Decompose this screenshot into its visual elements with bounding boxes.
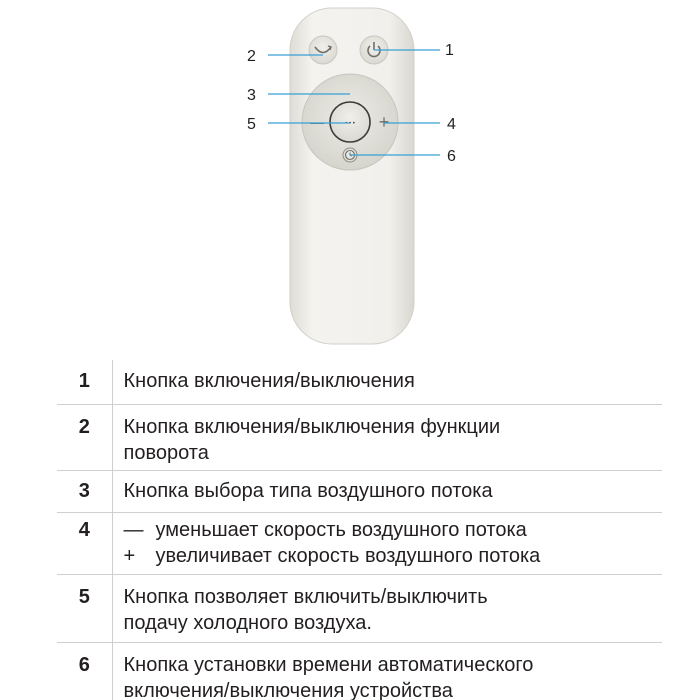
remote-body xyxy=(290,8,414,344)
plus-symbol: + xyxy=(123,544,136,567)
legend-row xyxy=(57,404,662,470)
legend-row xyxy=(57,470,662,512)
callout-number-3: 3 xyxy=(247,87,256,104)
legend-description xyxy=(112,404,662,470)
callout-number-4: 4 xyxy=(447,116,456,133)
legend-text: увеличивает скорость воздушного потока xyxy=(155,544,541,567)
legend-text: включения/выключения устройства xyxy=(123,679,453,700)
legend-text: поворота xyxy=(123,441,209,464)
cooling-button[interactable] xyxy=(330,102,370,142)
swing-button[interactable] xyxy=(309,36,337,64)
minus-symbol: — xyxy=(123,518,144,541)
callout-number-1: 1 xyxy=(445,42,454,59)
legend-item xyxy=(124,517,663,543)
legend-number: 5 xyxy=(57,574,112,642)
legend-number: 2 xyxy=(57,404,112,470)
legend-description xyxy=(112,470,662,512)
callout-number-5: 5 xyxy=(247,116,256,133)
legend-number: 4 xyxy=(57,512,112,574)
legend-text: Кнопка включения/выключения xyxy=(123,370,415,392)
legend-row xyxy=(57,512,662,574)
legend-description xyxy=(112,642,662,700)
legend-text: Кнопка выбора типа воздушного потока xyxy=(123,479,493,502)
callout-number-2: 2 xyxy=(247,48,256,65)
legend-description xyxy=(112,574,662,642)
legend-table xyxy=(57,360,662,700)
legend-text: уменьшает скорость воздушного потока xyxy=(155,518,527,541)
speed-down-button[interactable]: — xyxy=(310,114,324,130)
callout-number-6: 6 xyxy=(447,148,456,165)
legend-row xyxy=(57,642,662,700)
legend-text: Кнопка позволяет включить/выключить xyxy=(123,585,488,608)
legend-row xyxy=(57,574,662,642)
legend-number: 1 xyxy=(57,360,112,404)
legend-row xyxy=(57,360,662,404)
speed-up-button[interactable]: + xyxy=(378,112,390,132)
legend-number: 3 xyxy=(57,470,112,512)
legend-text: подачу холодного воздуха. xyxy=(123,611,372,634)
cooling-button-dots: • • • xyxy=(345,121,355,127)
legend-number: 6 xyxy=(57,642,112,700)
legend-description xyxy=(112,360,662,404)
legend-item xyxy=(124,543,663,569)
legend-text: Кнопка установки времени автоматического xyxy=(123,653,534,676)
legend-text: Кнопка включения/выключения функции xyxy=(123,415,501,438)
legend-description xyxy=(112,512,662,574)
